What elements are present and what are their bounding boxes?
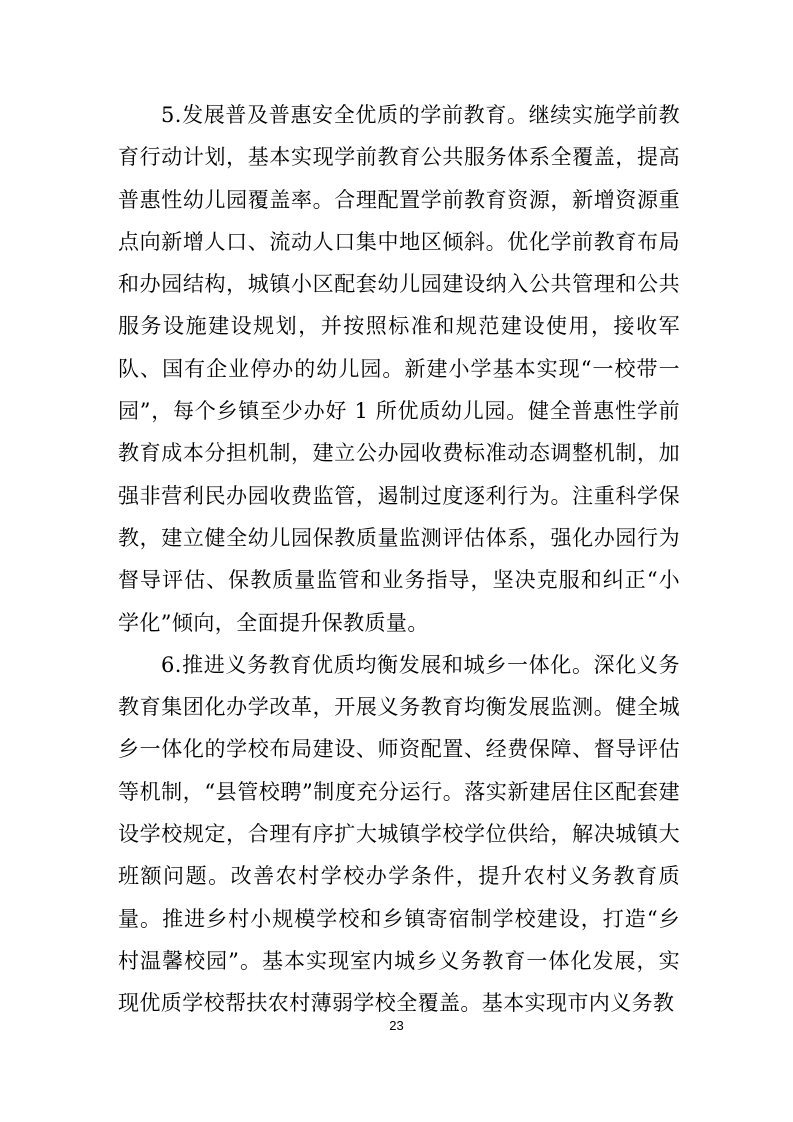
paragraph-compulsory-education: 6.推进义务教育优质均衡发展和城乡一体化。深化义务教育集团化办学改革，开展义务教育均衡发展监测。健全城乡一体化的学校布局建设、师资配置、经费保障、督导评估等机制，“县管校聘”制度充分运行。落实新建居住区配套建设学校规定，合理有序扩大城镇学校学位供给，解决城镇大班额问题。改善农村学校办学条件，提升农村义务教育质量。推进乡村小规模学校和乡镇寄宿制学校建设，打造“乡村温馨校园”。基本实现室内城乡义务教育一体化发展，实现优质学校帮扶农村薄弱学校全覆盖。基本实现市内义务教 xyxy=(118,652,680,1016)
page-number: 23 xyxy=(389,1018,404,1033)
body-text xyxy=(118,94,680,1025)
paragraph-preschool-education: 5.发展普及普惠安全优质的学前教育。继续实施学前教育行动计划，基本实现学前教育公共服务体系全覆盖，提高普惠性幼儿园覆盖率。合理配置学前教育资源，新增资源重点向新增人口、流动人口集中地区倾斜。优化学前教育布局和办园结构，城镇小区配套幼儿园建设纳入公共管理和公共服务设施建设规划，并按照标准和规范建设使用，接收军队、国有企业停办的幼儿园。新建小学基本实现“一校带一园”，每个乡镇至少办好 1 所优质幼儿园。健全普惠性学前教育成本分担机制，建立公办园收费标准动态调整机制，加强非营利民办园收费监管，遏制过度逐利行为。注重科学保教，建立健全幼儿园保教质量监测评估体系，强化办园行为督导评估、保教质量监管和业务指导，坚决克服和纠正“小学化”倾向，全面提升保教质量。 xyxy=(118,103,680,635)
